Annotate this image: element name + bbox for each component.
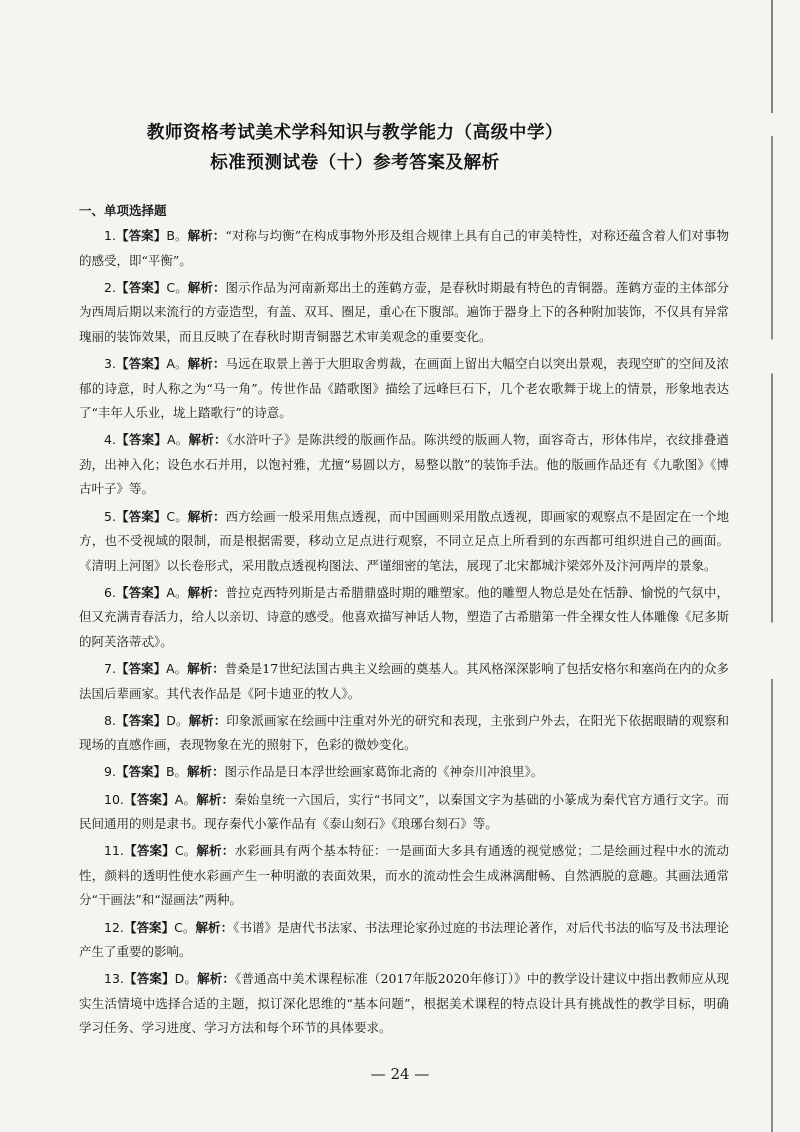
- answers-list: [79, 224, 729, 1041]
- answer-item: [79, 657, 729, 706]
- answer-item: [79, 581, 729, 655]
- explanation-label: 解析：: [196, 791, 235, 807]
- explanation-label: 解析：: [187, 584, 226, 600]
- answer-item: [79, 224, 729, 273]
- answer-item: [79, 916, 729, 965]
- explanation-text: 马远在取景上善于大胆取舍剪裁，在画面上留出大幅空白以突出景观，表现空旷的空间及浓郁的诗意，时人称之为“马一角”。传世作品《踏歌图》描绘了远峰巨石下，几个老农歌舞于垅上的情景，形象地表达了“丰年人乐业，垅上踏歌行”的诗意。: [79, 355, 729, 421]
- answer-item: [79, 967, 729, 1041]
- answer-choice: A。: [166, 661, 188, 677]
- explanation-text: 水彩画具有两个基本特征：一是画面大多具有通透的视觉感觉；二是绘画过程中水的流动性，颜料的透明性使水彩画产生一种明澈的表面效果，而水的流动性会生成淋漓酣畅、自然洒脱的意趣。其画法通常分“干画法”和“湿画法”两种。: [79, 843, 729, 908]
- explanation-label: 解析：: [187, 508, 226, 524]
- explanation-text: 《书谱》是唐代书法家、书法理论家孙过庭的书法理论著作，对后代书法的临写及书法理论产生了重要的影响。: [79, 919, 729, 960]
- scan-edge-line: [771, 0, 773, 1132]
- answer-tag: 【答案】: [115, 661, 167, 677]
- answer-choice: C。: [174, 919, 196, 935]
- answer-item: [79, 788, 729, 837]
- answer-item: [79, 276, 729, 350]
- explanation-label: 解析：: [187, 764, 225, 780]
- answer-choice: A。: [166, 584, 188, 600]
- explanation-text: 西方绘画一般采用焦点透视，而中国画则采用散点透视，即画家的观察点不是固定在一个地方，也不受视域的限制，而是根据需要，移动立足点进行观察，不同立足点上所看到的东西都可组织进自己的画面。《清明上河图》以长卷形式，采用散点透视构图法、严谨细密的笔法，展现了北宋都城汴梁郊外及汴河两岸的景象。: [79, 508, 729, 573]
- explanation-label: 解析：: [187, 228, 226, 243]
- answer-tag: 【答案】: [115, 764, 166, 780]
- answer-choice: A。: [167, 432, 189, 448]
- answer-tag: 【答案】: [115, 355, 167, 371]
- explanation-text: 普拉克西特列斯是古希腊鼎盛时期的雕塑家。他的雕塑人物总是处在恬静、愉悦的气氛中，但又充满青春活力，给人以亲切、诗意的感受。他喜欢描写神话人物，塑造了古希腊第一件全裸女性人体雕像《尼多斯的阿芙洛蒂忒》。: [79, 584, 730, 649]
- answer-item: [79, 760, 729, 785]
- answer-tag: 【答案】: [115, 228, 167, 243]
- explanation-text: 普桑是17世纪法国古典主义绘画的奠基人。其风格深深影响了包括安格尔和塞尚在内的众多法国后辈画家。其代表作品是《阿卡迪亚的牧人》。: [79, 661, 729, 701]
- answer-choice: B。: [165, 764, 188, 780]
- answer-tag: 【答案】: [115, 584, 167, 600]
- explanation-text: 图示作品是日本浮世绘画家葛饰北斋的《神奈川冲浪里》。: [224, 764, 544, 780]
- explanation-label: 解析：: [188, 432, 227, 448]
- answer-tag: 【答案】: [115, 712, 167, 728]
- answer-number: 3.: [104, 355, 116, 371]
- answer-choice: C。: [166, 508, 188, 524]
- page-title-line-1: 教师资格考试美术学科知识与教学能力（高级中学）: [146, 123, 564, 143]
- explanation-label: 解析：: [187, 661, 225, 677]
- explanation-text: 《水浒叶子》是陈洪绶的版画作品。陈洪绶的版画人物，面容奇古，形体伟岸，衣纹排叠遒劲，出神入化；设色水石并用，以饱衬雅，尤擅“易圆以方，易整以散”的装饰手法。他的版画作品还有《九歌图》《博古叶子》等。: [79, 432, 729, 497]
- answer-number: 6.: [104, 584, 116, 600]
- answer-number: 12.: [104, 919, 124, 935]
- answer-number: 9.: [104, 764, 116, 780]
- answer-item: [79, 505, 729, 579]
- explanation-text: 《普通高中美术课程标准（2017年版2020年修订）》中的教学设计建议中指出教师应从现实生活情境中选择合适的主题，拟订深化思维的“基本问题”，根据美术课程的特点设计具有挑战性的教学目标，明确学习任务、学习进度、学习方法和每个环节的具体要求。: [79, 971, 729, 1036]
- explanation-label: 解析：: [197, 971, 236, 987]
- answer-choice: B。: [166, 228, 188, 243]
- page-number: — 24 —: [370, 1065, 430, 1083]
- answer-number: 7.: [104, 661, 116, 677]
- answer-item: [79, 709, 729, 758]
- answer-item: [79, 839, 729, 913]
- explanation-label: 解析：: [196, 843, 235, 859]
- answer-choice: C。: [174, 843, 197, 859]
- answer-tag: 【答案】: [123, 971, 175, 987]
- answer-tag: 【答案】: [115, 279, 167, 295]
- explanation-text: 印象派画家在绘画中注重对外光的研究和表现，主张到户外去，在阳光下依据眼睛的观察和现场的直感作画，表现物象在光的照射下，色彩的微妙变化。: [79, 712, 729, 753]
- answer-number: 10.: [104, 791, 124, 807]
- answer-number: 5.: [104, 508, 116, 524]
- answer-choice: D。: [174, 971, 198, 987]
- section-heading: 一、单项选择题: [79, 203, 167, 218]
- answer-tag: 【答案】: [123, 843, 175, 859]
- page-title-line-2: 标准预测试卷（十）参考答案及解析: [210, 153, 500, 173]
- answer-choice: A。: [166, 355, 188, 371]
- answer-number: 13.: [104, 971, 124, 987]
- answer-number: 8.: [104, 712, 116, 728]
- answer-tag: 【答案】: [123, 919, 175, 935]
- document-body: [79, 200, 729, 1044]
- answer-number: 4.: [104, 432, 116, 448]
- answer-choice: D。: [166, 712, 189, 728]
- answer-tag: 【答案】: [115, 432, 168, 448]
- explanation-label: 解析：: [187, 355, 226, 371]
- explanation-text: 秦始皇统一六国后，实行“书同文”，以秦国文字为基础的小篆成为秦代官方通行文字。而民间通用的则是隶书。现存秦代小篆作品有《泰山刻石》《琅琊台刻石》等。: [79, 791, 729, 832]
- answer-choice: A。: [174, 791, 197, 807]
- explanation-label: 解析：: [188, 712, 227, 728]
- answer-number: 1.: [104, 228, 116, 243]
- answer-item: [79, 428, 729, 502]
- answer-number: 2.: [104, 279, 116, 295]
- explanation-text: “对称与均衡”在构成事物外形及组合规律上具有自己的审美特性，对称还蕴含着人们对事物的感受，即“平衡”。: [79, 228, 729, 268]
- answer-tag: 【答案】: [115, 508, 167, 524]
- explanation-text: 图示作品为河南新郑出土的莲鹤方壶，是春秋时期最有特色的青铜器。莲鹤方壶的主体部分为西周后期以来流行的方壶造型，有盖、双耳、圈足，重心在下腹部。遍饰于器身上下的各种附加装饰，不仅具有异常瑰丽的装饰效果，而且反映了在春秋时期青铜器艺术审美观念的重要变化。: [79, 279, 730, 344]
- answer-choice: C。: [166, 279, 188, 295]
- document-header: [70, 118, 640, 178]
- explanation-label: 解析：: [187, 279, 226, 295]
- answer-item: [79, 352, 729, 426]
- explanation-label: 解析：: [195, 919, 234, 935]
- answer-number: 11.: [104, 843, 124, 859]
- answer-tag: 【答案】: [123, 791, 175, 807]
